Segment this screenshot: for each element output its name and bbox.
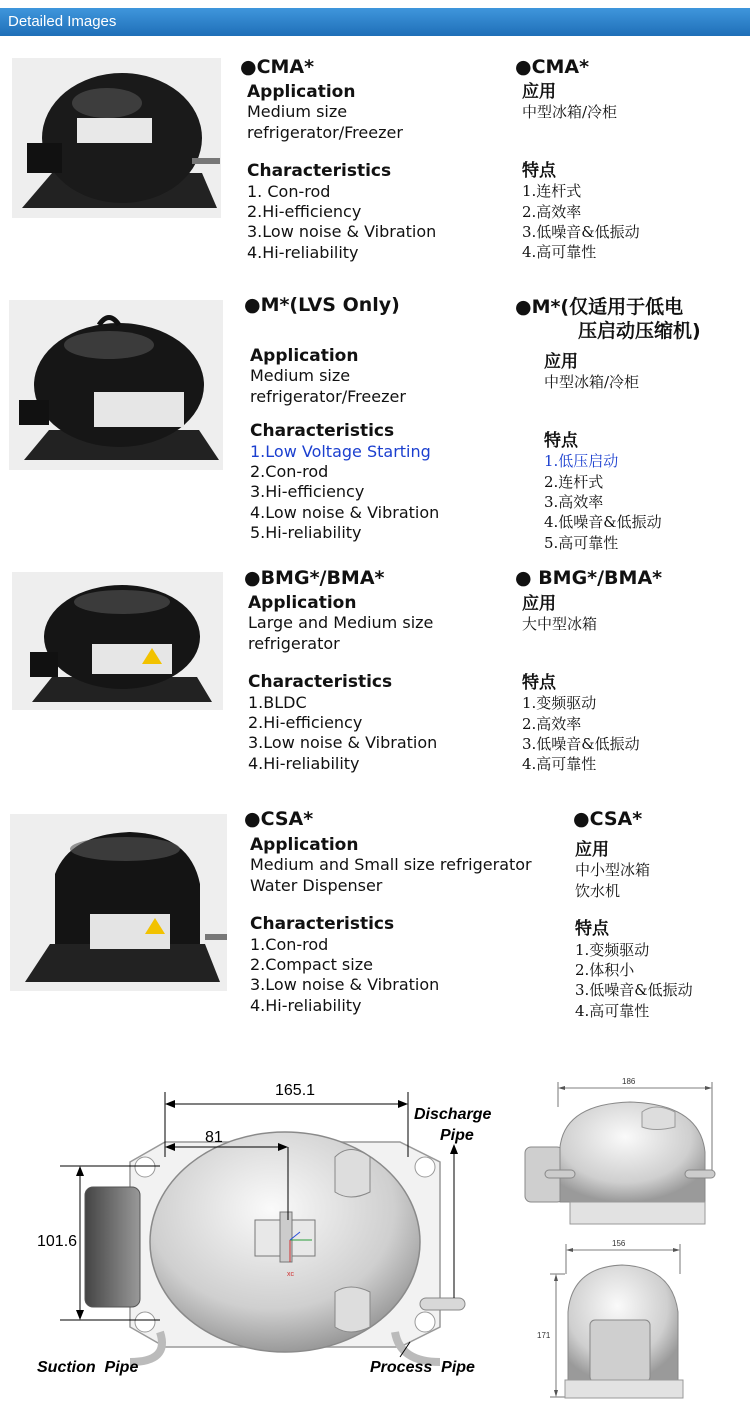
cn-characteristics-label: 特点 bbox=[522, 672, 556, 693]
product-cn-info-csa bbox=[575, 840, 693, 1021]
product-title-m: ●M*(LVS Only) bbox=[244, 294, 400, 316]
cn-application-line: 中型冰箱/冷柜 bbox=[522, 103, 618, 122]
characteristic-item: 2.Con-rod bbox=[250, 462, 329, 482]
cn-characteristics-label: 特点 bbox=[575, 919, 609, 940]
cn-characteristic-item: 2.体积小 bbox=[575, 961, 635, 980]
application-line: Medium and Small size refrigerator bbox=[250, 855, 532, 875]
application-line: Large and Medium size bbox=[248, 613, 434, 633]
discharge-label-line1: Discharge bbox=[414, 1106, 492, 1123]
characteristic-item-highlight: 1.Low Voltage Starting bbox=[250, 441, 431, 461]
cn-characteristic-item: 4.高可靠性 bbox=[575, 1001, 650, 1020]
cn-characteristic-item-highlight: 1.低压启动 bbox=[544, 452, 619, 471]
width-dimension: 165.1 bbox=[275, 1082, 316, 1099]
height-dimension: 101.6 bbox=[37, 1233, 78, 1250]
compressor-drawing bbox=[0, 1062, 750, 1412]
characteristic-item: 4.Hi-reliability bbox=[247, 242, 359, 262]
characteristic-item: 3.Low noise & Vibration bbox=[250, 975, 440, 995]
characteristic-item: 2.Hi-efficiency bbox=[248, 713, 363, 733]
application-label: Application bbox=[250, 835, 359, 855]
cn-characteristics-label: 特点 bbox=[522, 160, 556, 181]
product-cn-title-bmg: ● BMG*/BMA* bbox=[515, 567, 663, 589]
cn-characteristic-item: 5.高可靠性 bbox=[544, 533, 619, 552]
characteristic-item: 1. Con-rod bbox=[247, 181, 331, 201]
cn-characteristic-item: 4.低噪音&低振动 bbox=[544, 513, 662, 532]
section-header bbox=[0, 8, 750, 36]
cn-characteristic-item: 4.高可靠性 bbox=[522, 755, 597, 774]
characteristic-item: 2.Compact size bbox=[250, 955, 373, 975]
application-line: Medium size bbox=[247, 102, 348, 122]
application-label: Application bbox=[250, 346, 359, 366]
characteristic-item: 1.BLDC bbox=[248, 692, 307, 712]
application-line: Water Dispenser bbox=[250, 875, 383, 895]
product-title-bmg: ●BMG*/BMA* bbox=[244, 567, 385, 589]
front-height-dimension: 171 bbox=[537, 1331, 551, 1340]
product-photo-bmg bbox=[12, 572, 223, 710]
characteristic-item: 5.Hi-reliability bbox=[250, 523, 362, 543]
product-cn-title-cma: ●CMA* bbox=[515, 56, 590, 78]
application-line: Medium size bbox=[250, 366, 351, 386]
characteristics-label: Characteristics bbox=[247, 161, 392, 182]
application-line: refrigerator/Freezer bbox=[247, 122, 403, 142]
discharge-label-line2: Pipe bbox=[440, 1127, 474, 1144]
characteristic-item: 1.Con-rod bbox=[250, 934, 329, 954]
product-cn-title-m-line1: ●M*(仅适用于低电 bbox=[515, 296, 684, 318]
cn-application-label: 应用 bbox=[522, 594, 556, 614]
cn-characteristic-item: 3.低噪音&低振动 bbox=[522, 735, 640, 754]
product-cn-info-cma bbox=[522, 82, 640, 263]
top-view bbox=[37, 1082, 491, 1376]
cn-application-label: 应用 bbox=[522, 82, 556, 102]
characteristic-item: 3.Low noise & Vibration bbox=[248, 733, 438, 753]
product-cn-info-bmg bbox=[522, 594, 640, 775]
characteristic-item: 4.Hi-reliability bbox=[250, 995, 362, 1015]
cn-characteristic-item: 4.高可靠性 bbox=[522, 243, 597, 262]
application-line: refrigerator/Freezer bbox=[250, 386, 406, 406]
cn-characteristic-item: 3.高效率 bbox=[544, 493, 604, 512]
product-title-csa: ●CSA* bbox=[244, 808, 314, 830]
product-info-bmg bbox=[248, 593, 437, 774]
product-photo-m bbox=[9, 300, 223, 470]
product-info-cma bbox=[247, 82, 436, 263]
application-line: refrigerator bbox=[248, 633, 340, 653]
cn-characteristic-item: 1.连杆式 bbox=[522, 182, 582, 201]
suction-label: Suction Pipe bbox=[37, 1359, 139, 1376]
cn-characteristic-item: 2.连杆式 bbox=[544, 472, 604, 491]
product-photo-cma bbox=[12, 58, 221, 218]
cn-application-line: 中型冰箱/冷柜 bbox=[544, 373, 640, 392]
side-view bbox=[525, 1077, 715, 1224]
cn-characteristic-item: 3.低噪音&低振动 bbox=[575, 981, 693, 1000]
cn-application-line: 饮水机 bbox=[575, 881, 621, 900]
application-label: Application bbox=[247, 82, 356, 102]
application-label: Application bbox=[248, 593, 357, 613]
cn-characteristics-label: 特点 bbox=[544, 430, 578, 451]
characteristics-label: Characteristics bbox=[250, 914, 395, 935]
product-cn-title-csa: ●CSA* bbox=[573, 808, 643, 830]
product-info-m bbox=[250, 346, 439, 544]
product-title-cma: ●CMA* bbox=[240, 56, 315, 78]
side-dimension: 186 bbox=[622, 1077, 636, 1086]
characteristics-label: Characteristics bbox=[248, 672, 393, 693]
section-title: Detailed Images bbox=[8, 13, 117, 30]
cn-application-line: 大中型冰箱 bbox=[522, 615, 598, 634]
cn-application-label: 应用 bbox=[575, 840, 609, 860]
cn-application-label: 应用 bbox=[544, 352, 578, 372]
characteristic-item: 2.Hi-efficiency bbox=[247, 202, 362, 222]
characteristic-item: 4.Hi-reliability bbox=[248, 753, 360, 773]
cn-application-line: 中小型冰箱 bbox=[575, 861, 651, 880]
axis-label-top: xc bbox=[287, 1271, 294, 1278]
cn-characteristic-item: 1.变频驱动 bbox=[575, 940, 650, 959]
product-photo-csa bbox=[10, 814, 227, 991]
process-label: Process Pipe bbox=[370, 1359, 475, 1376]
cn-characteristic-item: 1.变频驱动 bbox=[522, 694, 597, 713]
front-view bbox=[537, 1239, 683, 1398]
product-cn-title-m-line2: 压启动压缩机) bbox=[578, 320, 701, 342]
characteristic-item: 4.Low noise & Vibration bbox=[250, 502, 440, 522]
characteristic-item: 3.Low noise & Vibration bbox=[247, 222, 437, 242]
front-width-dimension: 156 bbox=[612, 1239, 626, 1248]
product-cn-info-m bbox=[544, 352, 662, 553]
offset-dimension: 81 bbox=[205, 1129, 223, 1146]
product-info-csa bbox=[250, 835, 532, 1016]
characteristic-item: 3.Hi-efficiency bbox=[250, 482, 365, 502]
characteristics-label: Characteristics bbox=[250, 421, 395, 442]
cn-characteristic-item: 2.高效率 bbox=[522, 714, 582, 733]
cn-characteristic-item: 3.低噪音&低振动 bbox=[522, 223, 640, 242]
cn-characteristic-item: 2.高效率 bbox=[522, 202, 582, 221]
